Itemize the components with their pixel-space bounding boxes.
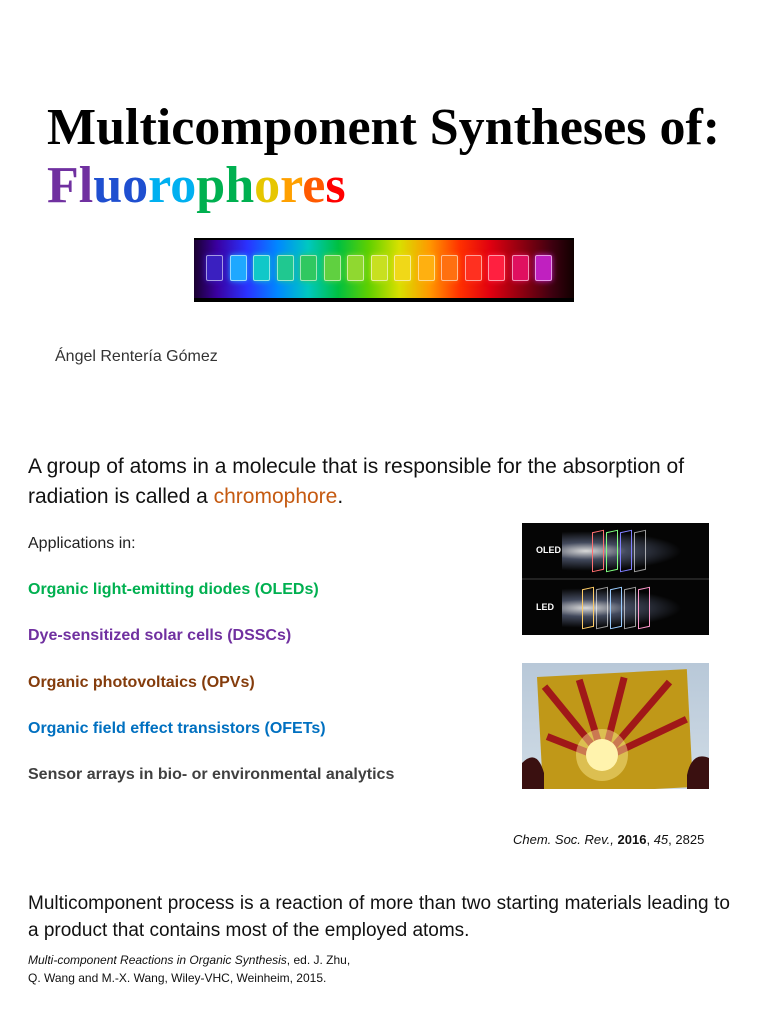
fluorescent-vial <box>347 255 364 281</box>
oled-panel <box>522 523 709 578</box>
application-oleds: Organic light-emitting diodes (OLEDs) <box>28 581 319 598</box>
oled-led-image <box>522 523 709 635</box>
title-letter: o <box>122 157 149 214</box>
solar-cell-illustration <box>522 663 709 789</box>
fluorescent-vial <box>371 255 388 281</box>
title-letter: o <box>170 157 197 214</box>
multicomponent-reference <box>28 951 388 987</box>
applications-heading: Applications in: <box>28 535 136 552</box>
organic-solar-cell-photo <box>522 663 709 789</box>
title-letter: r <box>148 157 171 214</box>
intro-text-before: A group of atoms in a molecule that is responsible for the absorption of radiation is called a <box>28 455 685 508</box>
led-panel <box>522 580 709 635</box>
fluorescent-vial <box>535 255 552 281</box>
reference-line2: Q. Wang and M.-X. Wang, Wiley-VHC, Weinheim, 2015. <box>28 971 327 985</box>
reference-rest-line1: , ed. J. Zhu, <box>286 953 351 967</box>
fluorescent-vial <box>230 255 247 281</box>
application-opvs: Organic photovoltaics (OPVs) <box>28 674 255 691</box>
title-letter: l <box>78 157 94 214</box>
title-line1: Multicomponent Syntheses of: <box>47 99 721 156</box>
title-letter: o <box>254 157 281 214</box>
citation-year: 2016 <box>617 832 647 847</box>
fluorescent-vial <box>512 255 529 281</box>
fluorescent-vial <box>324 255 341 281</box>
spectrum-image <box>194 228 574 312</box>
title-letter: u <box>93 157 123 214</box>
citation-volume: 45 <box>653 832 669 847</box>
fluorescent-vial <box>300 255 317 281</box>
title-letter: s <box>325 157 346 214</box>
intro-text-after: . <box>337 485 344 508</box>
led-label: LED <box>536 602 554 612</box>
chromophore-highlight: chromophore <box>213 485 338 508</box>
citation: Chem. Soc. Rev., 2016, 45, 2825 <box>513 832 705 847</box>
application-dsscs: Dye-sensitized solar cells (DSSCs) <box>28 627 292 644</box>
citation-page: 2825 <box>675 832 705 847</box>
title-letter: h <box>225 157 255 214</box>
spectrum-bottom-scale <box>194 302 574 312</box>
author-name: Ángel Rentería Gómez <box>55 348 218 365</box>
title-letter: e <box>302 157 326 214</box>
fluorescent-vial <box>394 255 411 281</box>
intro-text <box>28 452 758 512</box>
fluorescent-vial <box>253 255 270 281</box>
title-letter: r <box>280 157 303 214</box>
application-ofets: Organic field effect transistors (OFETs) <box>28 720 326 737</box>
multicomponent-definition: Multicomponent process is a reaction of more than two starting materials leading to a product that contains most of the employed atoms. <box>28 893 730 941</box>
application-sensor-arrays: Sensor arrays in bio- or environmental analytics <box>28 766 395 783</box>
title-letter: p <box>196 157 226 214</box>
title-letter: F <box>47 157 79 214</box>
title-line2-fluorophores <box>47 156 346 216</box>
citation-journal: Chem. Soc. Rev., <box>513 832 614 847</box>
fluorescent-vial <box>488 255 505 281</box>
fluorescent-vial <box>206 255 223 281</box>
fluorescent-vial <box>277 255 294 281</box>
fluorescent-vial <box>418 255 435 281</box>
spectrum-top-scale <box>194 228 574 238</box>
oled-label: OLED <box>536 545 562 555</box>
fluorescent-vial <box>465 255 482 281</box>
fluorescent-vial <box>441 255 458 281</box>
reference-title: Multi-component Reactions in Organic Synthesis <box>28 953 287 967</box>
